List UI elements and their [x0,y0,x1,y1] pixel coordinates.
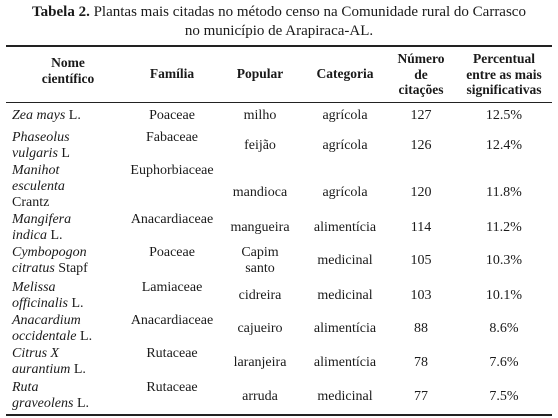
scientific-line-1 [12,346,124,362]
table-caption [0,3,558,41]
header-count-line-3: citações [398,82,444,97]
table-bottom-rule [6,414,552,416]
header-category: Categoria [316,66,374,81]
popular-line-1: laranjeira [233,355,287,370]
scientific-italic: Zea mays [12,108,66,123]
scientific-italic: Melissa [12,280,56,295]
cell-category: alimentícia [313,220,377,235]
cell-family: Rutaceae [146,346,198,361]
header-count-line-1: Número [397,51,445,66]
cell-popular-name [222,288,298,304]
popular-line-2: santo [245,261,275,276]
cell-scientific-name [12,245,124,277]
scientific-italic: Anacardium [12,313,81,328]
cell-family: Poaceae [149,108,195,123]
cell-family: Euphorbiaceae [130,163,214,178]
scientific-line-2 [12,296,124,312]
popular-line-1: mandioca [232,185,288,200]
scientific-italic: graveolens [12,396,74,411]
cell-popular-name [222,389,298,405]
scientific-authority: L [57,146,70,161]
popular-line-1: Capim [241,245,279,260]
scientific-authority: L. [76,329,93,344]
scientific-italic: Mangifera [12,212,72,227]
table-top-rule [6,45,552,47]
cell-scientific-name [12,212,124,244]
cell-citation-count: 127 [410,108,432,123]
cell-family: Fabaceae [145,130,199,145]
header-percent-line-1: Percentual [473,51,535,66]
scientific-authority: L. [47,228,63,243]
cell-category: medicinal [317,288,373,303]
cell-citation-count: 105 [410,253,432,268]
caption-label: Tabela 2. [32,4,90,20]
scientific-italic: aurantium [12,362,71,377]
scientific-italic: vulgaris [12,146,58,161]
cell-percentage: 10.1% [485,288,523,303]
scientific-italic: occidentale [12,329,77,344]
cell-category: medicinal [317,253,373,268]
scientific-authority: L. [68,296,84,311]
cell-popular-name [222,321,298,337]
scientific-italic: Ruta [12,380,39,395]
cell-family: Poaceae [149,245,195,260]
cell-citation-count: 77 [414,389,428,404]
scientific-authority: L. [65,108,81,123]
cell-scientific-name [12,346,124,378]
cell-category: medicinal [317,389,373,404]
header-percent-line-3: significativas [466,82,542,97]
scientific-italic: Citrus X [12,346,60,361]
cell-popular-name [222,138,298,154]
popular-line-1: cajueiro [237,321,283,336]
cell-citation-count: 126 [410,138,432,153]
cell-category: alimentícia [313,355,377,370]
cell-percentage: 11.8% [486,185,522,200]
cell-family: Lamiaceae [141,280,203,295]
header-scientific-line-2: científico [41,70,95,86]
cell-category: agrícola [322,108,368,123]
cell-family: Anacardiaceae [130,313,214,328]
cell-percentage: 10.3% [485,253,523,268]
caption-line-2: no município de Arapiraca-AL. [184,23,374,39]
scientific-line-1 [12,163,124,179]
popular-line-1: milho [243,108,277,123]
header-percentage [456,51,552,98]
scientific-line-2 [12,329,124,345]
scientific-line-1 [12,245,124,261]
scientific-line-3: Crantz [12,195,50,210]
scientific-authority: L. [73,396,89,411]
caption-line-1 [0,3,558,22]
cell-scientific-name [12,130,124,162]
scientific-line-2 [12,362,124,378]
cell-scientific-name [12,163,124,211]
cell-citation-count: 88 [414,321,428,336]
cell-popular-name [222,245,298,277]
cell-scientific-name [12,313,124,345]
scientific-authority: Stapf [54,261,88,276]
cell-family: Anacardiaceae [130,212,214,227]
scientific-line-1 [12,313,124,329]
cell-category: alimentícia [313,321,377,336]
header-family: Família [149,66,195,81]
scientific-italic: esculenta [12,179,65,194]
cell-percentage: 11.2% [486,220,522,235]
scientific-authority: L. [70,362,86,377]
cell-popular-name [222,355,298,371]
cell-percentage: 8.6% [489,321,519,336]
scientific-italic: indica [12,228,47,243]
cell-citation-count: 78 [414,355,428,370]
caption-text-1: Plantas mais citadas no método censo na Comunidade rural do Carrasco [93,4,526,20]
cell-category: agrícola [322,138,368,153]
scientific-italic: Cymbopogon [12,245,87,260]
cell-popular-name [222,108,298,124]
cell-category: agrícola [322,185,368,200]
popular-line-1: cidreira [238,288,282,303]
cell-percentage: 7.5% [489,389,519,404]
scientific-line-2 [12,179,124,195]
scientific-line-2 [12,146,124,162]
header-count-line-2: de [414,66,428,82]
scientific-line-2 [12,228,124,244]
scientific-italic: Manihot [12,163,60,178]
scientific-line-1 [12,130,124,146]
cell-scientific-name [12,280,124,312]
cell-percentage: 12.4% [485,138,523,153]
cell-popular-name [222,185,298,201]
cell-percentage: 12.5% [485,108,523,123]
scientific-line-1 [12,280,124,296]
popular-line-1: feijão [244,138,276,153]
header-percent-line-2: entre as mais [466,66,542,82]
popular-line-1: arruda [242,389,278,404]
header-scientific-name [12,55,124,86]
cell-scientific-name [12,108,124,124]
scientific-line-1 [12,380,124,396]
cell-citation-count: 114 [410,220,432,235]
scientific-italic: citratus [12,261,55,276]
header-popular: Popular [236,66,284,81]
cell-percentage: 7.6% [489,355,519,370]
scientific-italic: officinalis [12,296,68,311]
scientific-italic: Phaseolus [12,130,70,145]
cell-scientific-name [12,380,124,412]
scientific-line-2 [12,261,124,277]
cell-citation-count: 103 [410,288,432,303]
scientific-line-2 [12,396,124,412]
header-scientific-line-1: Nome [51,55,85,70]
cell-citation-count: 120 [410,185,432,200]
cell-family: Rutaceae [146,380,198,395]
header-citation-count [392,51,450,98]
scientific-line-1 [12,212,124,228]
popular-line-1: mangueira [230,220,290,235]
scientific-line-1 [12,108,124,124]
cell-popular-name [222,220,298,236]
table-header-rule [6,102,552,103]
